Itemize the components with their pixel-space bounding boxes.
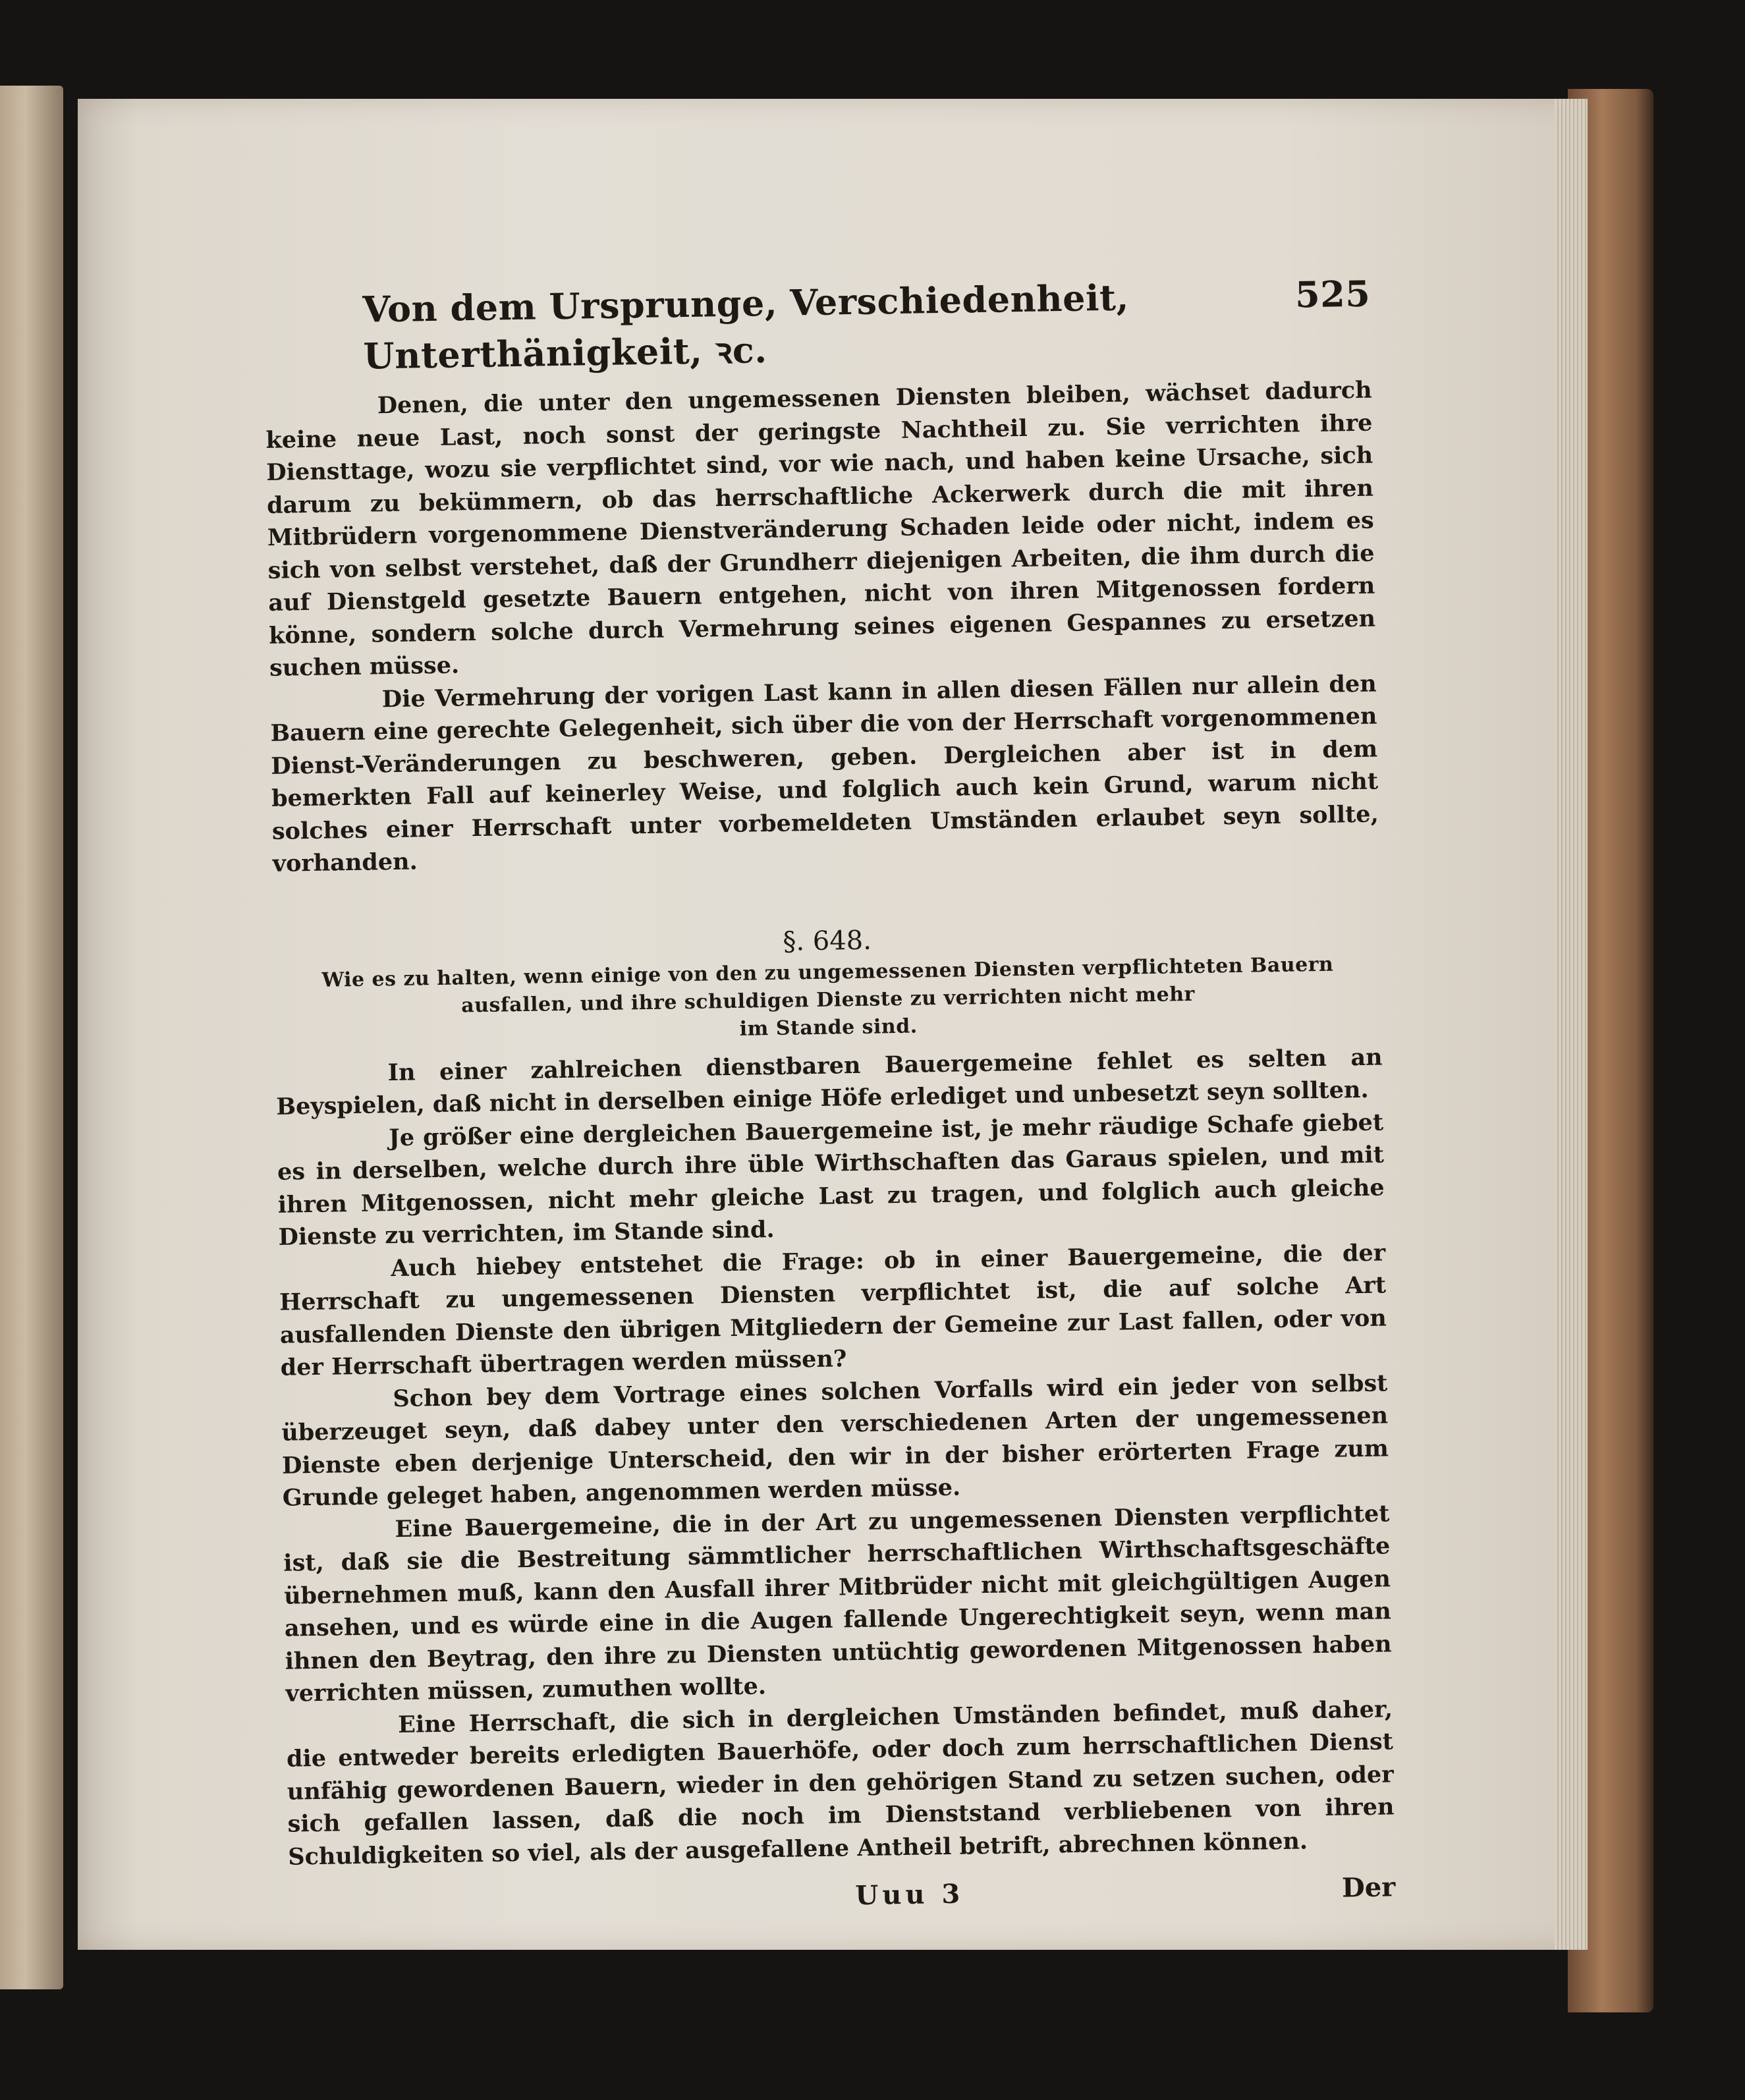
running-title: Von dem Ursprunge, Verschiedenheit, Unterthänigkeit, ꝛc. [362, 276, 1130, 377]
section-number: §. 648. [783, 925, 872, 957]
paragraph: In einer zahlreichen dienstbaren Bauergemeine fehlet es selten an Beyspielen, daß nicht in derselben einige Höfe erlediget und unbesetzt seyn sollten. [276, 1043, 1383, 1120]
paragraph: Eine Herrschaft, die sich in dergleichen Umständen befindet, muß daher, die entweder bereits erledigten Bauerhöfe, oder doch zum herrschaftlichen Dienst unfähig gewordenen Bauern, wieder in den gehörigen Stand zu setzen suchen, oder sich gefallen lassen, daß die noch im Dienststand verbliebenen von ihren Schuldigkeiten so viel, als der ausgefallene Antheil betrift, abrechnen können. [286, 1695, 1395, 1871]
running-head [263, 273, 1371, 381]
paragraph: Denen, die unter den ungemessenen Diensten bleiben, wächset dadurch keine neue Last, noch sonst der geringste Nachtheil zu. Sie verrichten ihre Diensttage, wozu sie verpflichtet sind, vor wie nach, und haben keine Ursache, sich darum zu bekümmern, ob das herrschaftliche Ackerwerk durch die mit ihren Mitbrüdern vorgenommene Dienstveränderung Schaden leide oder nicht, indem es sich von selbst verstehet, daß der Grundherr diejenigen Arbeiten, die ihm durch die auf Dienstgeld gesetzte Bauern entgehen, nicht von ihren Mitgenossen fordern könne, sondern solche durch Vermehrung seines eigenen Gespannes zu ersetzen suchen müsse. [265, 376, 1376, 682]
paragraph: Die Vermehrung der vorigen Last kann in allen diesen Fällen nur allein den Bauern eine gerechte Gelegenheit, sich über die von der Herrschaft vorgenommenen Dienst-Veränderungen zu beschweren, geben. Dergleichen aber ist in dem bemerkten Fall auf keinerley Weise, und folglich auch kein Grund, warum nicht solches einer Herrschaft unter vorbemeldeten Umständen erlaubet seyn sollte, vorhanden. [270, 670, 1379, 877]
page-number: 525 [1294, 272, 1371, 316]
paragraph: Je größer eine dergleichen Bauergemeine ist, je mehr räudige Schafe giebet es in derselben, welche durch ihre üble Wirthschaften das Garaus spielen, und mit ihren Mitgenossen, nicht mehr gleiche Last zu tragen, und folglich auch gleiche Dienste zu verrichten, im Stande sind. [277, 1108, 1385, 1251]
section-heading [274, 950, 1382, 1050]
signature-mark: Uuu 3 [855, 1878, 964, 1912]
section-heading-line: Wie es zu halten, wenn einige von den zu ungemessenen Diensten verpflichteten Bauern [321, 953, 1334, 992]
paragraph: Auch hiebey entstehet die Frage: ob in einer Bauergemeine, die der Herrschaft zu ungemessenen Diensten verpflichtet ist, die auf solche Art ausfallenden Dienste den übrigen Mitgliedern der Gemeine zur Last fallen, oder von der Herrschaft übertragen werden müssen? [279, 1238, 1387, 1381]
paragraph: Eine Bauergemeine, die in der Art zu ungemessenen Diensten verpflichtet ist, daß sie die Bestreitung sämmtlicher herrschaftlichen Wirthschaftsgeschäfte übernehmen muß, kann den Ausfall ihrer Mitbrüder nicht mit gleichgültigen Augen ansehen, und es würde eine in die Augen fallende Ungerechtigkeit seyn, wenn man ihnen den Beytrag, den ihre zu Diensten untüchtig gewordenen Mitgenossen haben verrichten müssen, zumuthen wollte. [283, 1499, 1392, 1707]
section-heading-line: ausfallen, und ihre schuldigen Dienste zu verrichten nicht mehr [460, 982, 1196, 1017]
paragraph: Schon bey dem Vortrage eines solchen Vorfalls wird ein jeder von selbst überzeuget seyn, daß dabey unter den verschiedenen Arten der ungemessenen Dienste eben derjenige Unterscheid, den wir in der bisher erörterten Frage zum Grunde geleget haben, angenommen werden müsse. [281, 1369, 1389, 1512]
left-page-edge [0, 86, 63, 1989]
catchword: Der [1341, 1871, 1396, 1904]
page-stack-edge [1555, 99, 1588, 1950]
section-heading-line: im Stande sind. [739, 1014, 918, 1041]
page-text [263, 273, 1396, 1920]
